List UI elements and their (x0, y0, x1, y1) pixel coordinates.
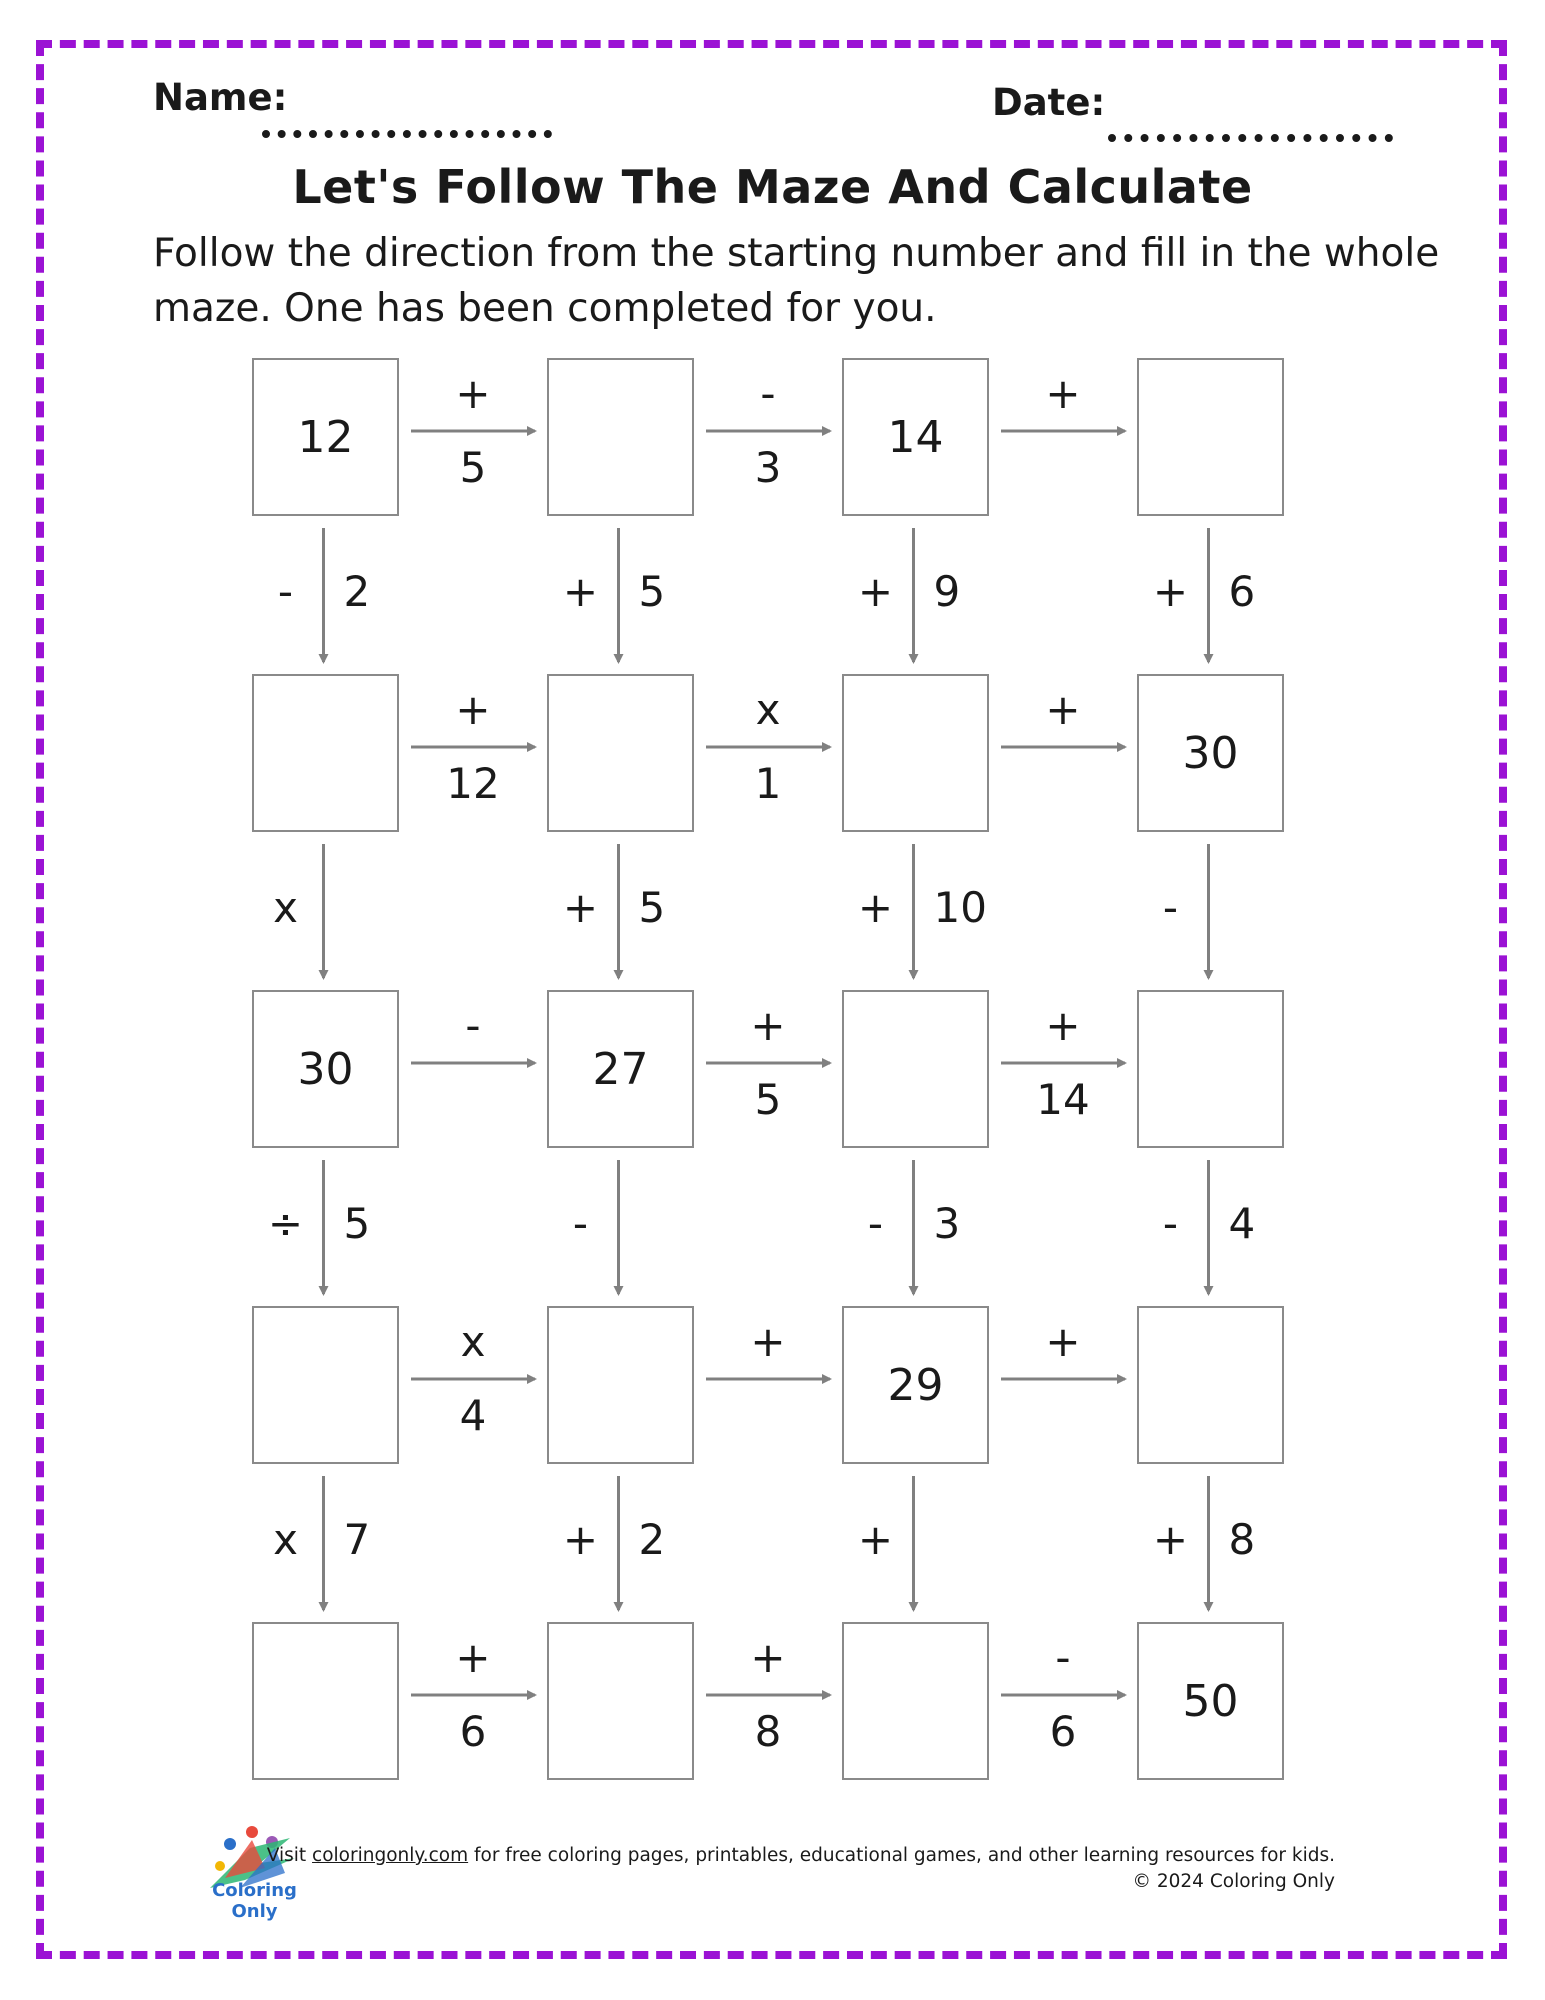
h-operator: x (755, 685, 781, 734)
v-operand: 9 (933, 567, 961, 616)
h-operand: 4 (459, 1391, 487, 1440)
h-operator: - (760, 369, 776, 418)
v-operand: 5 (343, 1199, 371, 1248)
maze-cell-filled: 12 (252, 358, 399, 516)
h-operator: x (460, 1317, 486, 1366)
v-operand: 2 (638, 1515, 666, 1564)
v-operator: x (273, 1515, 298, 1564)
footer-note (267, 1843, 1335, 1895)
maze-cell-blank[interactable] (547, 358, 694, 516)
maze-cell-blank[interactable] (1137, 990, 1284, 1148)
v-operator: + (857, 1515, 894, 1564)
maze-cell-blank[interactable] (842, 674, 989, 832)
h-operator: + (1045, 1001, 1081, 1050)
logo-text: Coloring Only (212, 1880, 297, 1922)
h-operand: 6 (1049, 1707, 1077, 1756)
maze-cell-blank[interactable] (547, 1306, 694, 1464)
maze-cell-filled: 30 (1137, 674, 1284, 832)
v-operand: 10 (933, 883, 987, 932)
v-operand: 5 (638, 567, 666, 616)
v-operator: + (562, 567, 599, 616)
v-operator: + (1152, 1515, 1189, 1564)
instructions-text: Follow the direction from the starting number and fill in the whole maze. One has been completed for you. (153, 231, 1440, 331)
h-operator: + (1045, 1317, 1081, 1366)
v-operator: - (572, 1199, 589, 1248)
maze-cell-blank[interactable] (252, 1622, 399, 1780)
site-link[interactable]: coloringonly.com (312, 1845, 469, 1866)
h-operator: + (750, 1317, 786, 1366)
v-operator: + (857, 883, 894, 932)
maze-cell-blank[interactable] (1137, 1306, 1284, 1464)
maze-cell-blank[interactable] (842, 990, 989, 1148)
h-operand: 8 (754, 1707, 782, 1756)
v-operand: 2 (343, 567, 371, 616)
maze-cell-blank[interactable] (252, 1306, 399, 1464)
maze-cell-filled: 30 (252, 990, 399, 1148)
v-operator: - (867, 1199, 884, 1248)
h-operand: 3 (754, 443, 782, 492)
v-operator: + (1152, 567, 1189, 616)
maze-cell-filled: 50 (1137, 1622, 1284, 1780)
v-operator: ÷ (267, 1199, 304, 1248)
v-operand: 6 (1228, 567, 1256, 616)
h-operand: 1 (754, 759, 782, 808)
v-operand: 7 (343, 1515, 371, 1564)
v-operand: 3 (933, 1199, 961, 1248)
h-operator: + (455, 1633, 491, 1682)
h-operand: 6 (459, 1707, 487, 1756)
maze-cell-filled: 29 (842, 1306, 989, 1464)
copyright-text: © 2024 Coloring Only (1132, 1871, 1335, 1892)
v-operator: x (273, 883, 298, 932)
footer-visit-prefix: Visit (266, 1845, 313, 1866)
h-operand: 5 (754, 1075, 782, 1124)
maze-cell-blank[interactable] (1137, 358, 1284, 516)
maze-cell-filled: 27 (547, 990, 694, 1148)
h-operator: + (455, 685, 491, 734)
h-operand: 14 (1036, 1075, 1090, 1124)
h-operator: + (750, 1001, 786, 1050)
h-operator: - (1055, 1633, 1071, 1682)
maze-cell-blank[interactable] (252, 674, 399, 832)
footer-visit-suffix: for free coloring pages, printables, educational games, and other learning resources for kids. (468, 1845, 1335, 1866)
h-operator: + (455, 369, 491, 418)
maze-cell-filled: 14 (842, 358, 989, 516)
h-operand: 12 (446, 759, 500, 808)
h-operator: + (1045, 685, 1081, 734)
v-operator: + (562, 1515, 599, 1564)
maze-cell-blank[interactable] (842, 1622, 989, 1780)
v-operand: 4 (1228, 1199, 1256, 1248)
v-operand: 5 (638, 883, 666, 932)
maze-cell-blank[interactable] (547, 1622, 694, 1780)
worksheet-title: Let's Follow The Maze And Calculate (292, 160, 1253, 214)
h-operator: + (750, 1633, 786, 1682)
v-operator: + (562, 883, 599, 932)
name-label: Name: (153, 76, 288, 119)
h-operator: - (465, 1001, 481, 1050)
v-operator: - (1162, 1199, 1179, 1248)
h-operator: + (1045, 369, 1081, 418)
h-operand: 5 (459, 443, 487, 492)
maze-cell-blank[interactable] (547, 674, 694, 832)
v-operator: + (857, 567, 894, 616)
v-operator: - (1162, 883, 1179, 932)
v-operand: 8 (1228, 1515, 1256, 1564)
date-label: Date: (992, 81, 1106, 124)
v-operator: - (277, 567, 294, 616)
